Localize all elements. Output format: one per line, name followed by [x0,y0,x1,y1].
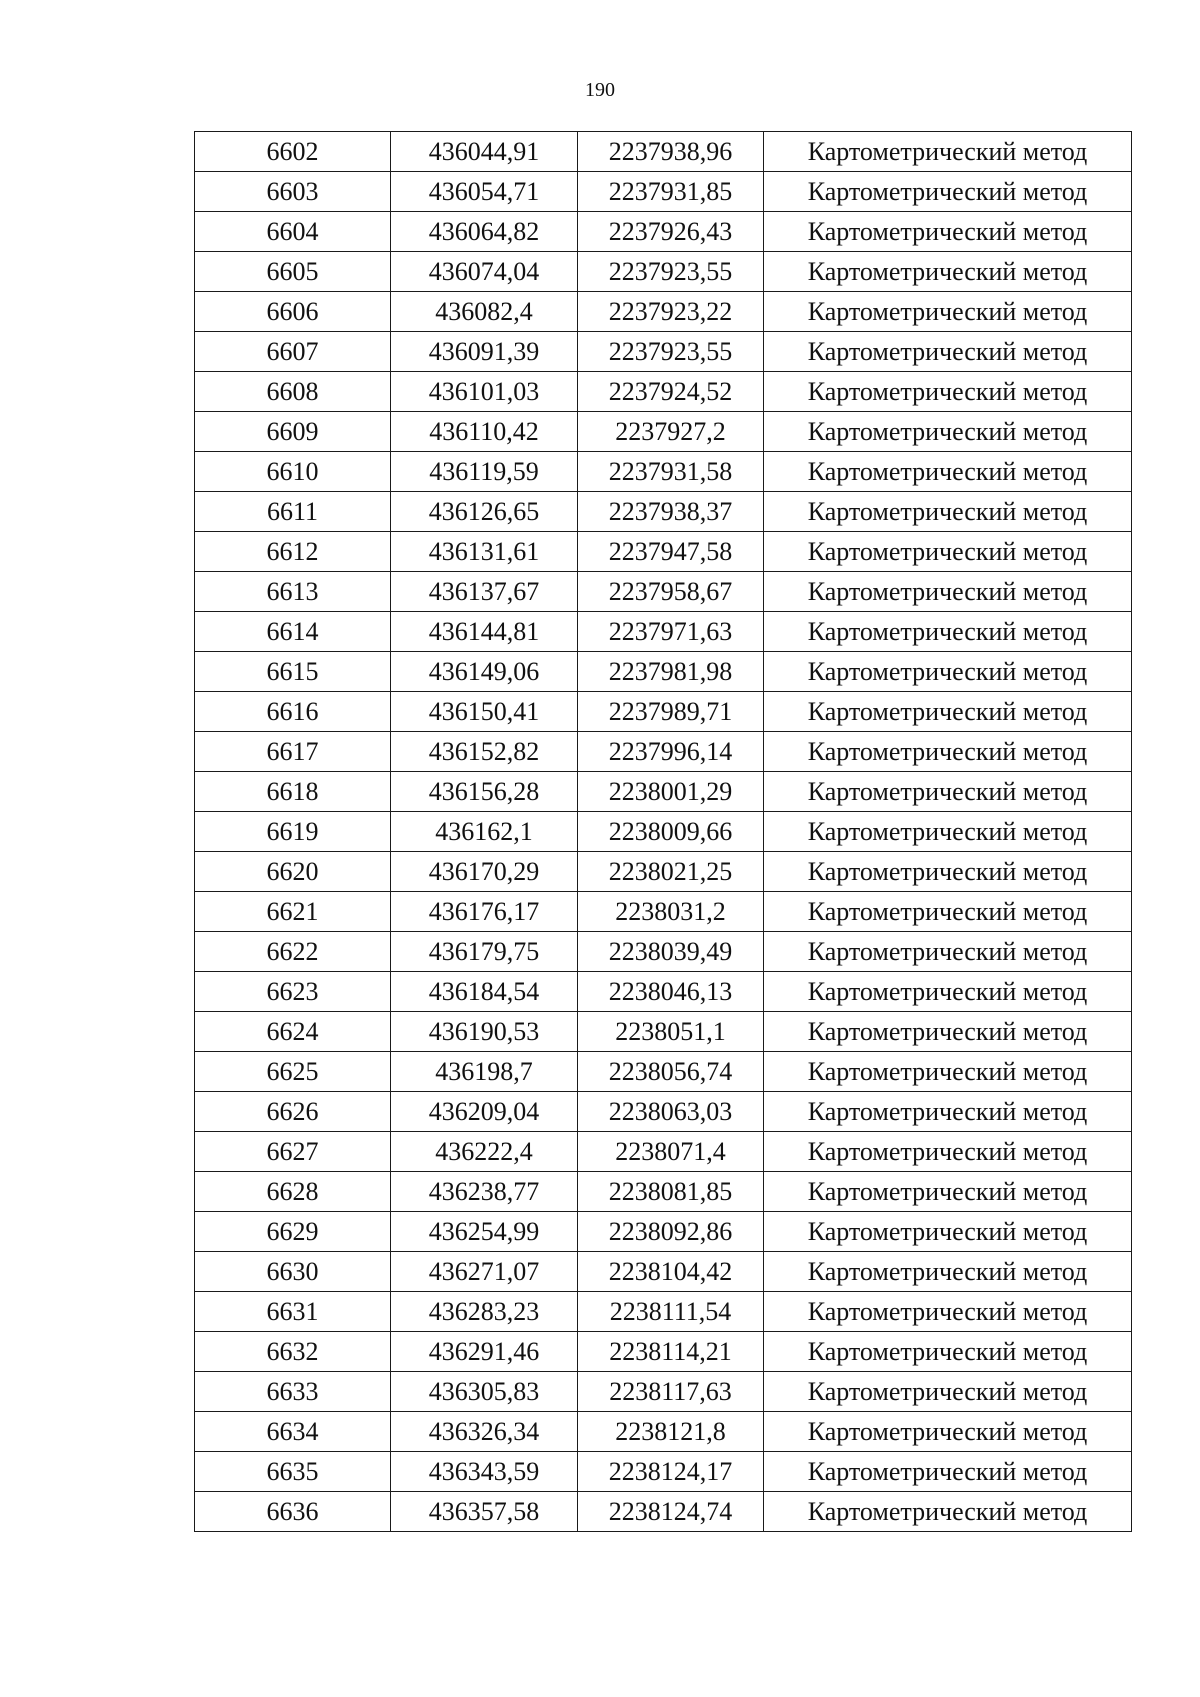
y-coordinate-cell: 2238124,74 [578,1492,764,1532]
y-coordinate-cell: 2238001,29 [578,772,764,812]
point-number-cell: 6621 [195,892,391,932]
method-cell: Картометрический метод [764,452,1132,492]
point-number-cell: 6635 [195,1452,391,1492]
method-cell: Картометрический метод [764,852,1132,892]
point-number-cell: 6623 [195,972,391,1012]
method-cell: Картометрический метод [764,572,1132,612]
method-cell: Картометрический метод [764,812,1132,852]
x-coordinate-cell: 436170,29 [391,852,578,892]
method-cell: Картометрический метод [764,172,1132,212]
coordinates-table-body [195,132,1132,1532]
x-coordinate-cell: 436238,77 [391,1172,578,1212]
x-coordinate-cell: 436162,1 [391,812,578,852]
table-row [195,892,1132,932]
x-coordinate-cell: 436283,23 [391,1292,578,1332]
x-coordinate-cell: 436152,82 [391,732,578,772]
y-coordinate-cell: 2237981,98 [578,652,764,692]
x-coordinate-cell: 436149,06 [391,652,578,692]
method-cell: Картометрический метод [764,1212,1132,1252]
y-coordinate-cell: 2238081,85 [578,1172,764,1212]
x-coordinate-cell: 436222,4 [391,1132,578,1172]
x-coordinate-cell: 436176,17 [391,892,578,932]
y-coordinate-cell: 2238071,4 [578,1132,764,1172]
y-coordinate-cell: 2237927,2 [578,412,764,452]
y-coordinate-cell: 2237971,63 [578,612,764,652]
y-coordinate-cell: 2238121,8 [578,1412,764,1452]
point-number-cell: 6602 [195,132,391,172]
table-row [195,932,1132,972]
table-row [195,132,1132,172]
table-row [195,1052,1132,1092]
point-number-cell: 6613 [195,572,391,612]
method-cell: Картометрический метод [764,1292,1132,1332]
table-row [195,1252,1132,1292]
x-coordinate-cell: 436144,81 [391,612,578,652]
table-row [195,852,1132,892]
x-coordinate-cell: 436343,59 [391,1452,578,1492]
method-cell: Картометрический метод [764,1172,1132,1212]
point-number-cell: 6634 [195,1412,391,1452]
table-row [195,692,1132,732]
point-number-cell: 6633 [195,1372,391,1412]
table-row [195,732,1132,772]
x-coordinate-cell: 436110,42 [391,412,578,452]
point-number-cell: 6617 [195,732,391,772]
method-cell: Картометрический метод [764,252,1132,292]
y-coordinate-cell: 2238111,54 [578,1292,764,1332]
table-row [195,452,1132,492]
x-coordinate-cell: 436064,82 [391,212,578,252]
y-coordinate-cell: 2237923,22 [578,292,764,332]
table-row [195,1412,1132,1452]
point-number-cell: 6630 [195,1252,391,1292]
y-coordinate-cell: 2237938,96 [578,132,764,172]
method-cell: Картометрический метод [764,692,1132,732]
method-cell: Картометрический метод [764,372,1132,412]
point-number-cell: 6627 [195,1132,391,1172]
point-number-cell: 6618 [195,772,391,812]
point-number-cell: 6607 [195,332,391,372]
point-number-cell: 6609 [195,412,391,452]
y-coordinate-cell: 2238063,03 [578,1092,764,1132]
method-cell: Картометрический метод [764,1012,1132,1052]
y-coordinate-cell: 2237996,14 [578,732,764,772]
method-cell: Картометрический метод [764,1092,1132,1132]
table-row [195,212,1132,252]
x-coordinate-cell: 436156,28 [391,772,578,812]
method-cell: Картометрический метод [764,1332,1132,1372]
x-coordinate-cell: 436101,03 [391,372,578,412]
y-coordinate-cell: 2238056,74 [578,1052,764,1092]
point-number-cell: 6628 [195,1172,391,1212]
point-number-cell: 6614 [195,612,391,652]
y-coordinate-cell: 2237989,71 [578,692,764,732]
x-coordinate-cell: 436179,75 [391,932,578,972]
method-cell: Картометрический метод [764,532,1132,572]
x-coordinate-cell: 436357,58 [391,1492,578,1532]
table-row [195,1372,1132,1412]
y-coordinate-cell: 2238104,42 [578,1252,764,1292]
table-row [195,1492,1132,1532]
table-row [195,252,1132,292]
method-cell: Картометрический метод [764,1132,1132,1172]
point-number-cell: 6626 [195,1092,391,1132]
table-row [195,1212,1132,1252]
table-row [195,172,1132,212]
table-row [195,372,1132,412]
point-number-cell: 6619 [195,812,391,852]
x-coordinate-cell: 436054,71 [391,172,578,212]
y-coordinate-cell: 2237931,85 [578,172,764,212]
y-coordinate-cell: 2237923,55 [578,252,764,292]
x-coordinate-cell: 436291,46 [391,1332,578,1372]
y-coordinate-cell: 2238114,21 [578,1332,764,1372]
y-coordinate-cell: 2237923,55 [578,332,764,372]
table-row [195,572,1132,612]
table-row [195,772,1132,812]
method-cell: Картометрический метод [764,1492,1132,1532]
method-cell: Картометрический метод [764,412,1132,452]
method-cell: Картометрический метод [764,332,1132,372]
method-cell: Картометрический метод [764,1412,1132,1452]
x-coordinate-cell: 436137,67 [391,572,578,612]
y-coordinate-cell: 2237958,67 [578,572,764,612]
y-coordinate-cell: 2237947,58 [578,532,764,572]
table-row [195,1332,1132,1372]
x-coordinate-cell: 436305,83 [391,1372,578,1412]
y-coordinate-cell: 2238051,1 [578,1012,764,1052]
method-cell: Картометрический метод [764,1052,1132,1092]
table-row [195,492,1132,532]
method-cell: Картометрический метод [764,972,1132,1012]
x-coordinate-cell: 436254,99 [391,1212,578,1252]
y-coordinate-cell: 2237924,52 [578,372,764,412]
point-number-cell: 6632 [195,1332,391,1372]
point-number-cell: 6622 [195,932,391,972]
y-coordinate-cell: 2238046,13 [578,972,764,1012]
table-row [195,1292,1132,1332]
method-cell: Картометрический метод [764,1252,1132,1292]
point-number-cell: 6611 [195,492,391,532]
x-coordinate-cell: 436198,7 [391,1052,578,1092]
method-cell: Картометрический метод [764,1452,1132,1492]
x-coordinate-cell: 436119,59 [391,452,578,492]
table-row [195,532,1132,572]
point-number-cell: 6603 [195,172,391,212]
table-row [195,292,1132,332]
x-coordinate-cell: 436091,39 [391,332,578,372]
table-row [195,972,1132,1012]
point-number-cell: 6620 [195,852,391,892]
point-number-cell: 6612 [195,532,391,572]
y-coordinate-cell: 2238124,17 [578,1452,764,1492]
method-cell: Картометрический метод [764,292,1132,332]
x-coordinate-cell: 436074,04 [391,252,578,292]
method-cell: Картометрический метод [764,212,1132,252]
point-number-cell: 6624 [195,1012,391,1052]
x-coordinate-cell: 436190,53 [391,1012,578,1052]
method-cell: Картометрический метод [764,932,1132,972]
method-cell: Картометрический метод [764,1372,1132,1412]
table-row [195,332,1132,372]
method-cell: Картометрический метод [764,732,1132,772]
point-number-cell: 6604 [195,212,391,252]
method-cell: Картометрический метод [764,892,1132,932]
table-row [195,1092,1132,1132]
y-coordinate-cell: 2238009,66 [578,812,764,852]
table-row [195,412,1132,452]
method-cell: Картометрический метод [764,492,1132,532]
y-coordinate-cell: 2238039,49 [578,932,764,972]
x-coordinate-cell: 436044,91 [391,132,578,172]
x-coordinate-cell: 436184,54 [391,972,578,1012]
table-row [195,1172,1132,1212]
x-coordinate-cell: 436126,65 [391,492,578,532]
point-number-cell: 6606 [195,292,391,332]
method-cell: Картометрический метод [764,652,1132,692]
point-number-cell: 6608 [195,372,391,412]
table-row [195,612,1132,652]
x-coordinate-cell: 436326,34 [391,1412,578,1452]
method-cell: Картометрический метод [764,132,1132,172]
y-coordinate-cell: 2238092,86 [578,1212,764,1252]
x-coordinate-cell: 436271,07 [391,1252,578,1292]
y-coordinate-cell: 2237931,58 [578,452,764,492]
point-number-cell: 6629 [195,1212,391,1252]
point-number-cell: 6605 [195,252,391,292]
y-coordinate-cell: 2238021,25 [578,852,764,892]
table-row [195,1452,1132,1492]
y-coordinate-cell: 2237926,43 [578,212,764,252]
table-row [195,1012,1132,1052]
table-row [195,652,1132,692]
point-number-cell: 6625 [195,1052,391,1092]
x-coordinate-cell: 436150,41 [391,692,578,732]
point-number-cell: 6631 [195,1292,391,1332]
x-coordinate-cell: 436209,04 [391,1092,578,1132]
point-number-cell: 6616 [195,692,391,732]
method-cell: Картометрический метод [764,612,1132,652]
point-number-cell: 6610 [195,452,391,492]
coordinates-table [194,131,1132,1532]
point-number-cell: 6636 [195,1492,391,1532]
method-cell: Картометрический метод [764,772,1132,812]
x-coordinate-cell: 436082,4 [391,292,578,332]
table-row [195,1132,1132,1172]
point-number-cell: 6615 [195,652,391,692]
table-row [195,812,1132,852]
x-coordinate-cell: 436131,61 [391,532,578,572]
page-number: 190 [585,79,615,101]
y-coordinate-cell: 2238117,63 [578,1372,764,1412]
y-coordinate-cell: 2238031,2 [578,892,764,932]
y-coordinate-cell: 2237938,37 [578,492,764,532]
